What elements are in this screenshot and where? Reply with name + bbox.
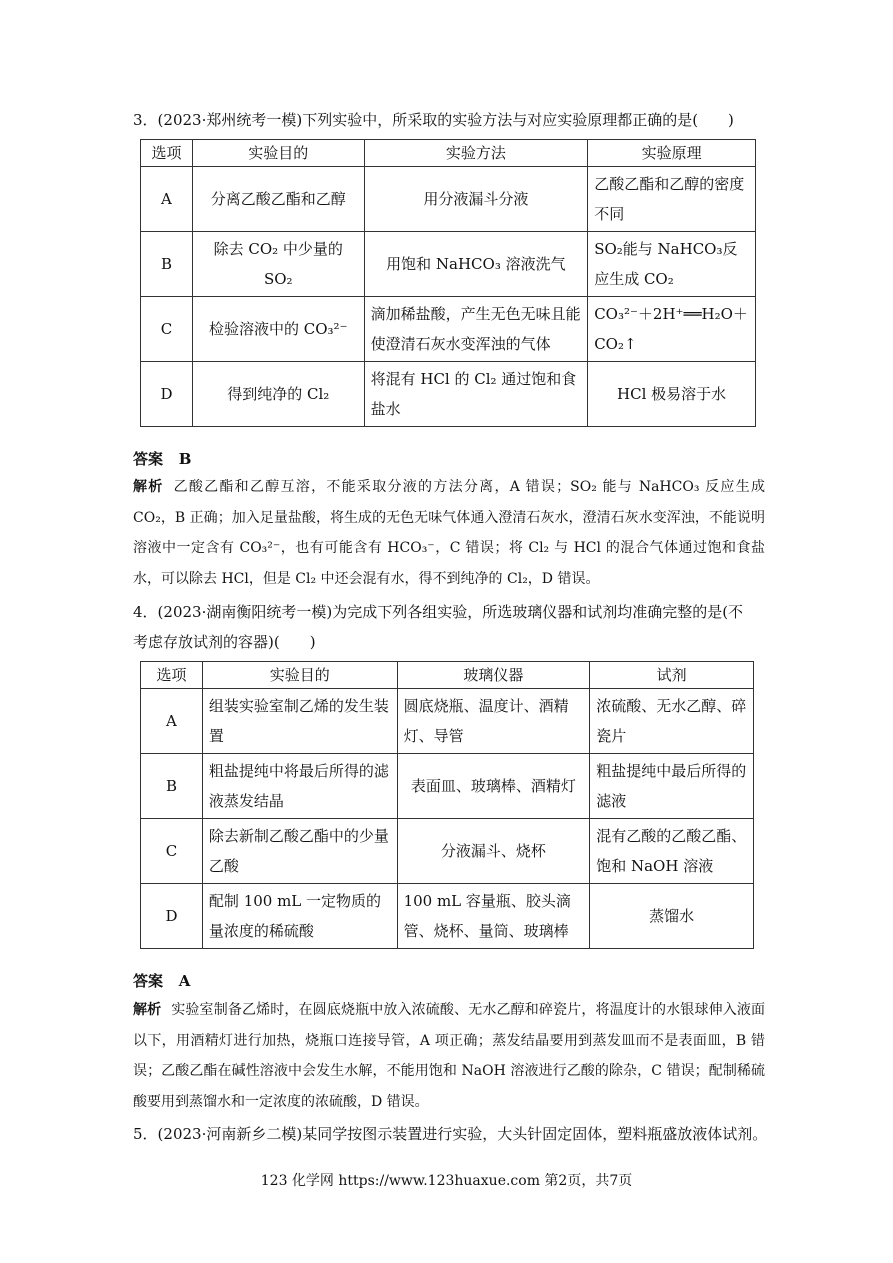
table-row xyxy=(141,689,754,754)
page-footer: 123 化学网 https://www.123huaxue.com 第2页，共7页 xyxy=(260,1173,633,1189)
table-header-row xyxy=(141,662,754,689)
question-4-table xyxy=(140,661,754,949)
table-row xyxy=(141,167,756,232)
header-cell: 选项 xyxy=(141,140,193,167)
table-row xyxy=(141,297,756,362)
header-cell: 试剂 xyxy=(590,662,754,689)
question-4-answer xyxy=(133,970,190,991)
reagent-cell: 浓硫酸、无水乙醇、碎瓷片 xyxy=(590,689,754,754)
option-cell: B xyxy=(141,754,203,819)
question-3-answer xyxy=(133,448,191,469)
option-cell: C xyxy=(141,297,193,362)
question-4-explanation xyxy=(133,995,765,1117)
explanation-label: 解析 xyxy=(133,1002,162,1018)
principle-cell: SO₂能与 NaHCO₃反应生成 CO₂ xyxy=(588,232,756,297)
option-cell: B xyxy=(141,232,193,297)
question-4-stem-cont: 考虑存放试剂的容器)( ) xyxy=(133,633,316,651)
goal-cell: 组装实验室制乙烯的发生装置 xyxy=(202,689,397,754)
principle-cell: HCl 极易溶于水 xyxy=(588,362,756,427)
option-cell: C xyxy=(141,819,203,884)
goal-cell: 检验溶液中的 CO₃²⁻ xyxy=(192,297,364,362)
goal-cell: 除去 CO₂ 中少量的 SO₂ xyxy=(192,232,364,297)
glassware-cell: 圆底烧瓶、温度计、酒精灯、导管 xyxy=(397,689,590,754)
glassware-cell: 分液漏斗、烧杯 xyxy=(397,819,590,884)
header-cell: 实验目的 xyxy=(202,662,397,689)
explanation-label: 解析 xyxy=(133,479,164,495)
explanation-text: 实验室制备乙烯时，在圆底烧瓶中放入浓硫酸、无水乙醇和碎瓷片，将温度计的水银球伸入液面以下，用酒精灯进行加热，烧瓶口连接导管，A 项正确；蒸发结晶要用到蒸发皿而不是表面皿，B 错误；乙酸乙酯在碱性溶液中会发生水解，不能用饱和 NaOH 溶液进行乙酸的除杂，C 错误；配制稀硫酸要用到蒸馏水和一定浓度的浓硫酸，D 错误。 xyxy=(133,1002,765,1110)
reagent-cell: 粗盐提纯中最后所得的滤液 xyxy=(590,754,754,819)
table-row xyxy=(141,819,754,884)
question-4-stem: 4．(2023·湖南衡阳统考一模)为完成下列各组实验，所选玻璃仪器和试剂均准确完整的是(不 xyxy=(133,603,744,621)
header-cell: 实验原理 xyxy=(588,140,756,167)
table-header-row xyxy=(141,140,756,167)
explanation-text: 乙酸乙酯和乙醇互溶，不能采取分液的方法分离，A 错误；SO₂ 能与 NaHCO₃ 反应生成 CO₂，B 正确；加入足量盐酸，将生成的无色无味气体通入澄清石灰水，澄清石灰水变浑浊，不能说明溶液中一定含有 CO₃²⁻，也有可能含有 HCO₃⁻，C 错误；将 Cl₂ 与 HCl 的混合气体通过饱和食盐水，可以除去 HCl，但是 Cl₂ 中还会混有水，得不到纯净的 Cl₂，D 错误。 xyxy=(133,479,765,587)
goal-cell: 粗盐提纯中将最后所得的滤液蒸发结晶 xyxy=(202,754,397,819)
question-5-stem: 5．(2023·河南新乡二模)某同学按图示装置进行实验，大头针固定固体，塑料瓶盛放液体试剂。 xyxy=(133,1125,768,1143)
table-row xyxy=(141,232,756,297)
method-cell: 用饱和 NaHCO₃ 溶液洗气 xyxy=(364,232,588,297)
answer-value: B xyxy=(178,450,192,468)
answer-value: A xyxy=(178,972,191,990)
goal-cell: 配制 100 mL 一定物质的量浓度的稀硫酸 xyxy=(202,884,397,949)
reagent-cell: 混有乙酸的乙酸乙酯、饱和 NaOH 溶液 xyxy=(590,819,754,884)
answer-label: 答案 xyxy=(133,450,164,468)
method-cell: 将混有 HCl 的 Cl₂ 通过饱和食盐水 xyxy=(364,362,588,427)
header-cell: 选项 xyxy=(141,662,203,689)
goal-cell: 分离乙酸乙酯和乙醇 xyxy=(192,167,364,232)
answer-label: 答案 xyxy=(133,972,164,990)
option-cell: A xyxy=(141,167,193,232)
principle-cell: 乙酸乙酯和乙醇的密度不同 xyxy=(588,167,756,232)
table-row xyxy=(141,362,756,427)
question-3-stem: 3．(2023·郑州统考一模)下列实验中，所采取的实验方法与对应实验原理都正确的是( ) xyxy=(133,111,734,129)
principle-cell: CO₃²⁻＋2H⁺══H₂O＋CO₂↑ xyxy=(588,297,756,362)
header-cell: 玻璃仪器 xyxy=(397,662,590,689)
goal-cell: 得到纯净的 Cl₂ xyxy=(192,362,364,427)
header-cell: 实验目的 xyxy=(192,140,364,167)
glassware-cell: 表面皿、玻璃棒、酒精灯 xyxy=(397,754,590,819)
table-row xyxy=(141,754,754,819)
question-3-table xyxy=(140,139,756,427)
glassware-cell: 100 mL 容量瓶、胶头滴管、烧杯、量筒、玻璃棒 xyxy=(397,884,590,949)
option-cell: D xyxy=(141,362,193,427)
header-cell: 实验方法 xyxy=(364,140,588,167)
reagent-cell: 蒸馏水 xyxy=(590,884,754,949)
method-cell: 滴加稀盐酸，产生无色无味且能使澄清石灰水变浑浊的气体 xyxy=(364,297,588,362)
option-cell: D xyxy=(141,884,203,949)
table-row xyxy=(141,884,754,949)
method-cell: 用分液漏斗分液 xyxy=(364,167,588,232)
question-3-explanation xyxy=(133,472,765,594)
goal-cell: 除去新制乙酸乙酯中的少量乙酸 xyxy=(202,819,397,884)
option-cell: A xyxy=(141,689,203,754)
